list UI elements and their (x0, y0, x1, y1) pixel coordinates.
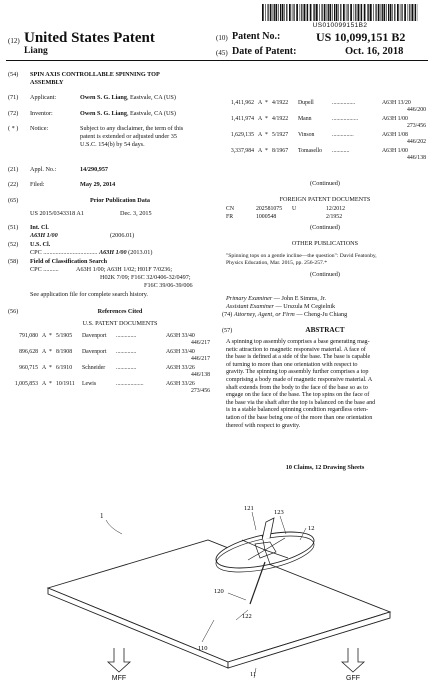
reference-row (6, 349, 210, 364)
barcode-bar (276, 4, 278, 21)
reference-class: A63H 33/40 (166, 333, 195, 339)
reference-subclass: 446/202 (406, 139, 426, 145)
reference-inventor: Lewis (82, 381, 97, 387)
foreign-date: 2/1952 (326, 213, 343, 220)
int-cl-class: A63H 1/00 (30, 232, 58, 239)
reference-star: * (49, 381, 52, 387)
us-cl-label: U.S. Cl. (30, 241, 51, 248)
header-code-10: (10) (216, 34, 228, 42)
attorney: (74) Attorney, Agent, or Firm — Cheng-Ju Chiang (222, 311, 348, 318)
reference-number: 896,628 (19, 349, 38, 355)
barcode-bar (394, 4, 395, 21)
abstract-line: the base is defined at a side of the base. The base is capable (226, 353, 371, 361)
barcode-bar (397, 4, 399, 21)
field-search-line2: H02K 7/09; F16C 32/0406-32/0497; (100, 274, 191, 281)
abstract-line: tation of the base being one of the more than one orientation (226, 413, 373, 421)
reference-date: 5/1905 (56, 333, 73, 339)
field-search-label: Field of Classification Search (30, 258, 108, 265)
continued-1: (Continued) (310, 180, 340, 187)
barcode-bar (408, 4, 409, 21)
notice-line1: Subject to any disclaimer, the term of this (80, 125, 184, 132)
prior-pub-number: US 2015/0343318 A1 (30, 210, 84, 217)
barcode-bar (386, 4, 387, 21)
barcode-bar (400, 4, 401, 21)
barcode-bar (338, 4, 339, 21)
filed-label: Filed: (30, 181, 45, 188)
reference-class: A63H 1/08 (382, 132, 408, 138)
barcode-bar (324, 4, 326, 21)
field-52-code: (52) (8, 241, 19, 248)
reference-dots: ................ (332, 100, 356, 106)
reference-class: A63H 1/00 (382, 116, 408, 122)
reference-subclass: 446/138 (190, 372, 210, 378)
foreign-cc: FR (226, 213, 234, 220)
barcode-number: US010099151B2 (312, 22, 368, 29)
abstract-line: netic attraction to magnetic responsive material. A face of (226, 345, 366, 353)
barcode-bar (364, 4, 366, 21)
abstract-line: gravity. The spinning top assembly further comprises a top (226, 368, 369, 376)
barcode-bar (361, 4, 362, 21)
foreign-no: 202581075 (256, 206, 283, 212)
barcode-bar (404, 4, 406, 21)
applicant-value: Owen S. G. Liang, Eastvale, CA (US) (80, 94, 176, 101)
reference-dots: .............. (116, 365, 137, 371)
reference-inventor: Schneider (82, 365, 106, 371)
reference-number: 1,411,974 (231, 116, 254, 122)
foreign-no: 1000548 (256, 213, 277, 220)
reference-number: 1,005,853 (14, 381, 38, 387)
barcode-bar (358, 4, 360, 21)
inventor-label: Inventor: (30, 110, 53, 117)
label-11: 11 (250, 671, 257, 678)
barcode-bar (306, 4, 307, 21)
abstract-line: of turning to more than one orientation with respect to (226, 360, 358, 368)
field-51-code: (51) (8, 224, 19, 231)
foreign-date: 12/2012 (326, 206, 346, 212)
reference-date: 8/1967 (272, 148, 289, 154)
reference-class: A63H 33/26 (166, 381, 195, 387)
abstract-title: ABSTRACT (305, 326, 345, 334)
refs-cited-title: References Cited (97, 308, 143, 315)
notice-line3: U.S.C. 154(b) by 54 days. (80, 141, 145, 148)
reference-star: * (265, 116, 268, 122)
search-history-note: See application file for complete search history. (30, 291, 148, 298)
us-cl-line: CPC ................................... A63H 1/00 (2013.01) (30, 249, 153, 256)
label-122: 122 (242, 613, 252, 620)
reference-inventor: Tomasello (298, 148, 323, 154)
barcode-bar (332, 4, 333, 21)
mff-label: MFF (111, 675, 127, 682)
reference-date: 4/1922 (272, 100, 289, 106)
inventor-value: Owen S. G. Liang, Eastvale, CA (US) (80, 110, 176, 117)
reference-number: 791,080 (19, 333, 38, 339)
reference-star: * (49, 333, 52, 339)
header-inventor: Liang (24, 46, 48, 56)
patent-date: Oct. 16, 2018 (345, 46, 404, 57)
label-12: 12 (308, 525, 315, 532)
notice-label: Notice: (30, 125, 49, 132)
appl-no-value: 14/290,957 (80, 166, 109, 173)
field-72-code: (72) (8, 110, 19, 117)
patent-no-label: Patent No.: (232, 31, 281, 42)
foreign-docs-title: FOREIGN PATENT DOCUMENTS (279, 196, 371, 203)
barcode-bar (330, 4, 332, 21)
barcode-bar (310, 4, 312, 21)
abstract-line: engage on the face of the base. The top spins on the face of (226, 391, 370, 399)
abstract-line: thereof with respect to gravity. (226, 421, 301, 429)
barcode-bar (336, 4, 338, 21)
reference-inventor: Vinson (298, 132, 315, 138)
barcode-bar (409, 4, 410, 21)
reference-date: 6/1910 (56, 365, 73, 371)
barcode-bar (354, 4, 355, 21)
reference-number: 3,337,984 (230, 148, 254, 154)
reference-dots: .............. (116, 333, 137, 339)
field-71-code: (71) (8, 94, 19, 101)
appl-no-label: Appl. No.: (30, 166, 57, 173)
reference-subclass: 273/456 (190, 388, 210, 394)
foreign-cc: CN (226, 206, 235, 212)
barcode (262, 4, 418, 21)
reference-class: A63H 33/40 (166, 349, 195, 355)
barcode-bar (273, 4, 274, 21)
reference-star: * (49, 365, 52, 371)
barcode-bar (284, 4, 285, 21)
barcode-bar (294, 4, 295, 21)
other-pub-line2: Physics Education, Mar. 2015, pp. 256-257.* (226, 260, 327, 266)
reference-dots: ............... (332, 132, 354, 138)
barcode-bar (313, 4, 314, 21)
reference-star: * (265, 148, 268, 154)
reference-date: 8/1908 (56, 349, 73, 355)
header-code-45: (45) (216, 49, 228, 57)
barcode-bar (274, 4, 275, 21)
reference-kind: A (42, 333, 47, 339)
barcode-bar (289, 4, 291, 21)
applicant-label: Applicant: (30, 94, 57, 101)
barcode-bar (262, 4, 264, 21)
patent-heading: United States Patent (24, 30, 155, 46)
reference-row (222, 148, 426, 163)
reference-row (6, 365, 210, 380)
reference-class: A63H 13/20 (382, 100, 411, 106)
claims-summary: 10 Claims, 12 Drawing Sheets (285, 464, 365, 471)
barcode-bar (278, 4, 279, 21)
reference-inventor: Davenport (82, 333, 107, 339)
reference-kind: A (258, 148, 263, 154)
barcode-bar (373, 4, 374, 21)
label-1: 1 (100, 512, 104, 520)
reference-subclass: 446/200 (406, 107, 426, 113)
barcode-bar (376, 4, 377, 21)
reference-row (222, 132, 426, 147)
barcode-bar (350, 4, 352, 21)
barcode-bar (314, 4, 315, 21)
reference-dots: .................. (332, 116, 359, 122)
barcode-bar (402, 4, 403, 21)
barcode-bar (304, 4, 306, 21)
field-58-code: (58) (8, 258, 19, 265)
assistant-examiner: Assistant Examiner — Urszula M Cegielnik (226, 303, 336, 310)
header-code-12: (12) (8, 37, 20, 45)
barcode-bar (307, 4, 308, 21)
barcode-bar (360, 4, 361, 21)
reference-date: 10/1911 (56, 381, 75, 387)
barcode-bar (340, 4, 341, 21)
prior-pub-title: Prior Publication Data (89, 197, 151, 204)
barcode-bar (301, 4, 302, 21)
reference-number: 1,411,962 (231, 100, 254, 106)
label-120: 120 (214, 588, 224, 595)
field-22-code: (22) (8, 181, 19, 188)
abstract-line: is in a stable balanced spinning condition regardless orien- (226, 406, 369, 414)
field-56-code: (56) (8, 308, 19, 315)
reference-number: 1,629,135 (230, 132, 254, 138)
field-54-code: (54) (8, 71, 19, 78)
continued-3: (Continued) (310, 271, 340, 278)
barcode-bar (343, 4, 345, 21)
patent-number: US 10,099,151 B2 (316, 30, 406, 44)
barcode-bar (334, 4, 335, 21)
date-label: Date of Patent: (232, 46, 297, 57)
reference-number: 960,715 (19, 365, 38, 371)
reference-row (6, 381, 210, 396)
notice-code: ( * ) (8, 125, 19, 132)
other-pub-line1: "Spinning tops on a gentle incline—the question": David Featonby, (226, 253, 377, 259)
barcode-bar (327, 4, 328, 21)
reference-star: * (49, 349, 52, 355)
barcode-bar (280, 4, 281, 21)
barcode-bar (328, 4, 329, 21)
barcode-bar (367, 4, 368, 21)
reference-star: * (265, 100, 268, 106)
reference-row (222, 116, 426, 131)
continued-2: (Continued) (310, 224, 340, 231)
reference-kind: A (258, 100, 263, 106)
abstract-code: (57) (222, 327, 233, 334)
label-121: 121 (244, 505, 254, 512)
barcode-bar (384, 4, 386, 21)
barcode-bar (382, 4, 383, 21)
barcode-bar (390, 4, 392, 21)
label-110: 110 (198, 645, 208, 652)
barcode-bar (270, 4, 272, 21)
barcode-bar (319, 4, 320, 21)
gff-label: GFF (346, 675, 360, 682)
reference-kind: A (42, 365, 47, 371)
prior-pub-date: Dec. 3, 2015 (120, 210, 152, 217)
abstract-line: the base via the shaft after the top is balanced on the base and (226, 398, 376, 406)
barcode-bar (292, 4, 293, 21)
label-123: 123 (274, 509, 284, 516)
field-search-cpc: CPC .......... (30, 266, 59, 273)
reference-subclass: 446/217 (190, 356, 210, 362)
barcode-bar (282, 4, 284, 21)
reference-star: * (265, 132, 268, 138)
field-65-code: (65) (8, 197, 19, 204)
reference-kind: A (258, 132, 263, 138)
invention-title-line2: ASSEMBLY (30, 79, 64, 86)
us-patent-docs-title: U.S. PATENT DOCUMENTS (82, 320, 158, 327)
reference-date: 5/1927 (272, 132, 289, 138)
barcode-bar (300, 4, 301, 21)
barcode-bar (348, 4, 349, 21)
invention-title-line1: SPIN AXIS CONTROLLABLE SPINNING TOP (30, 71, 160, 78)
reference-class: A63H 1/00 (382, 148, 408, 154)
reference-dots: .............. (116, 349, 137, 355)
foreign-k: U (292, 206, 297, 212)
barcode-bar (415, 4, 416, 21)
reference-inventor: Mann (298, 116, 312, 122)
other-pubs-title: OTHER PUBLICATIONS (291, 240, 359, 247)
barcode-bar (346, 4, 347, 21)
reference-dots: ................... (116, 381, 144, 387)
barcode-bar (355, 4, 356, 21)
filed-value: May 29, 2014 (80, 181, 116, 188)
barcode-bar (268, 4, 269, 21)
field-search-line3: F16C 39/06-39/006 (144, 282, 193, 289)
reference-kind: A (258, 116, 263, 122)
barcode-bar (381, 4, 382, 21)
reference-kind: A (42, 381, 47, 387)
barcode-bar (368, 4, 369, 21)
int-cl-label: Int. Cl. (30, 224, 49, 231)
reference-dots: ............ (332, 148, 350, 154)
header-divider (6, 60, 428, 61)
reference-inventor: Davenport (82, 349, 107, 355)
barcode-bar (322, 4, 323, 21)
barcode-bar (286, 4, 287, 21)
barcode-bar (392, 4, 393, 21)
abstract-line: A spinning top assembly comprises a base generating mag- (226, 338, 370, 345)
barcode-bar (378, 4, 380, 21)
field-search-line1: A63H 1/00; A63H 1/02; H01F 7/0236; (76, 266, 173, 273)
barcode-bar (296, 4, 298, 21)
int-cl-version: (2006.01) (110, 232, 135, 239)
barcode-bar (414, 4, 415, 21)
reference-kind: A (42, 349, 47, 355)
reference-subclass: 273/456 (406, 123, 426, 129)
abstract-line: shaft extends from the body to the face of the base so as to (226, 383, 368, 391)
field-21-code: (21) (8, 166, 19, 173)
reference-subclass: 446/138 (406, 155, 426, 161)
abstract-line: comprising a body made of magnetic responsive material. A (226, 375, 373, 383)
reference-date: 4/1922 (272, 116, 289, 122)
reference-inventor: Dupell (298, 100, 314, 106)
barcode-bar (265, 4, 266, 21)
reference-row (222, 100, 426, 115)
notice-line2: patent is extended or adjusted under 35 (80, 133, 177, 140)
reference-row (6, 333, 210, 348)
reference-subclass: 446/217 (190, 340, 210, 346)
primary-examiner: Primary Examiner — John E Simms, Jr. (226, 295, 327, 302)
reference-class: A63H 33/26 (166, 365, 195, 371)
abstract-text (226, 338, 430, 429)
barcode-bar (316, 4, 318, 21)
barcode-bar (412, 4, 414, 21)
barcode-bar (388, 4, 389, 21)
barcode-bar (370, 4, 372, 21)
